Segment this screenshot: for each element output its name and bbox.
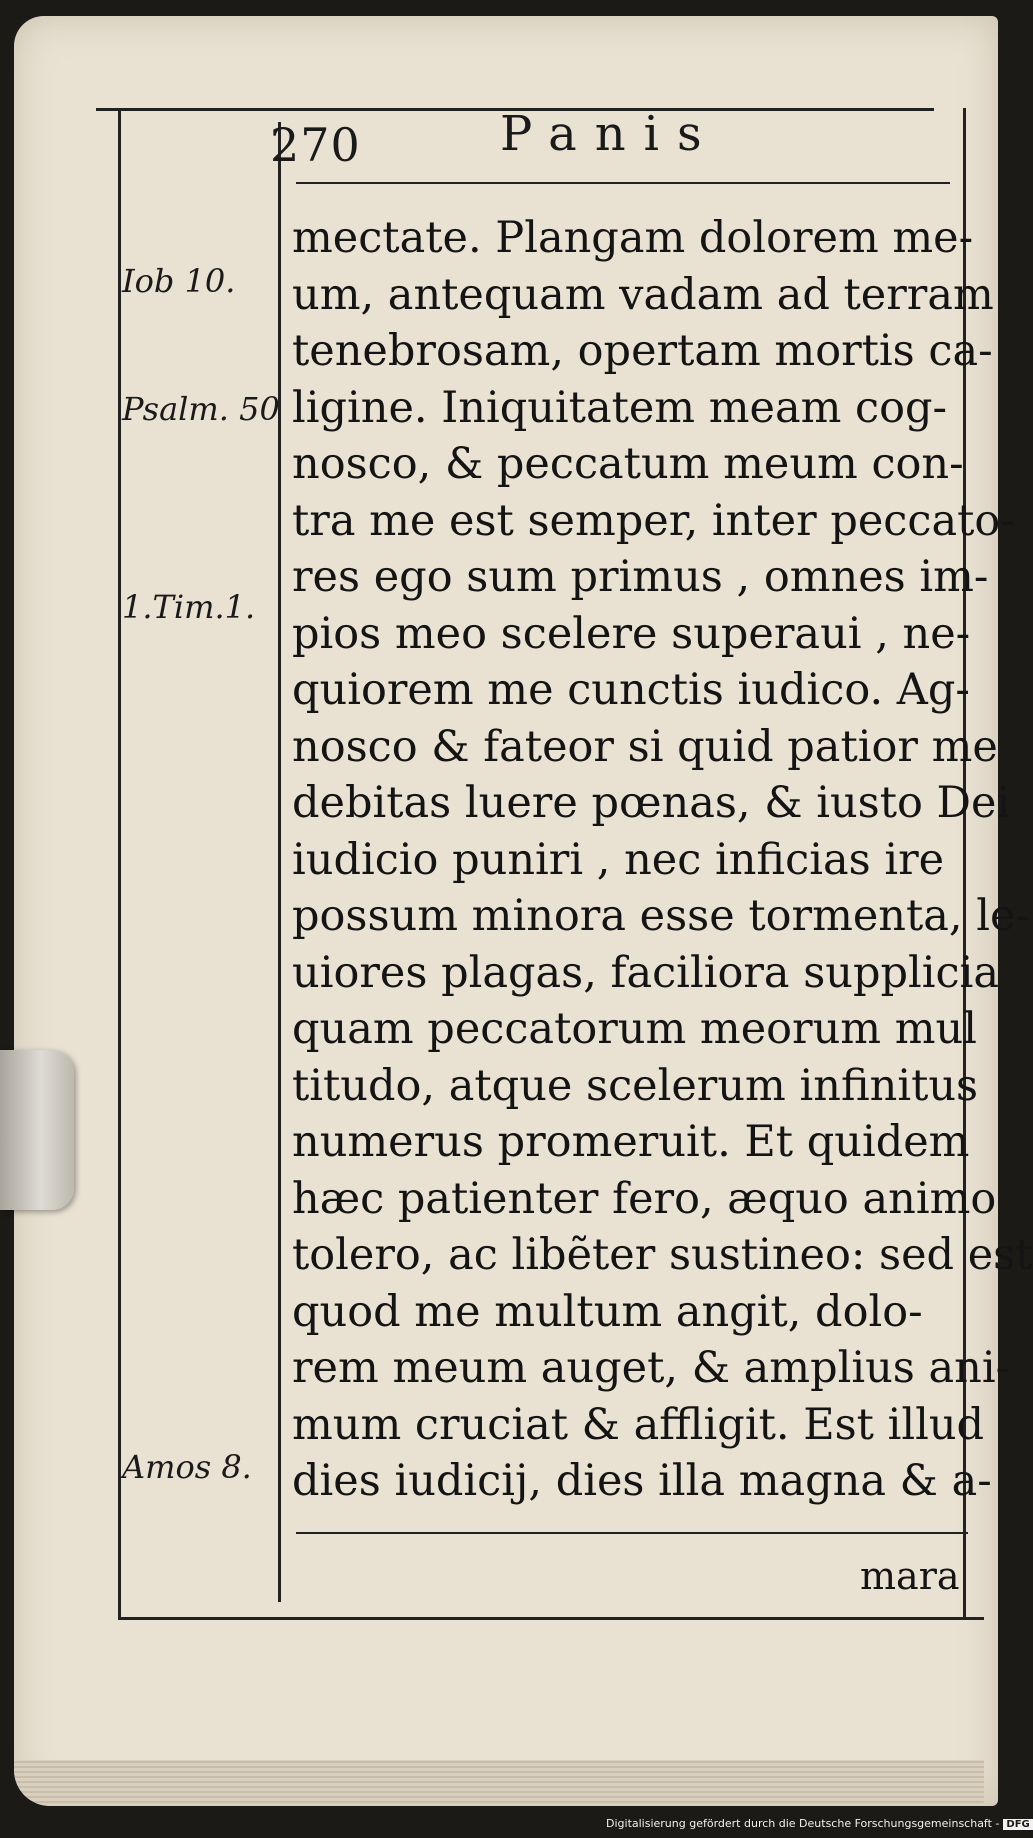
text-line: dies iudicij, dies illa magna & a- — [292, 1456, 992, 1506]
text-line: um, antequam vadam ad terram — [292, 269, 994, 320]
marginal-note-psalm: Psalm. 50 — [122, 390, 280, 428]
text-line: tra me est semper, inter peccato- — [292, 495, 1015, 546]
text-line: res ego sum primus , omnes im- — [292, 552, 989, 602]
text-line: nosco, & peccatum meum con- — [292, 439, 964, 489]
page-clip — [0, 1050, 74, 1210]
footer-rule — [296, 1532, 968, 1534]
text-line: rem meum auget, & amplius ani- — [292, 1343, 1011, 1393]
text-line: ligine. Iniquitatem meam cog- — [292, 382, 948, 433]
text-line: hæc patienter fero, æquo animo — [292, 1173, 997, 1224]
text-line: tolero, ac libẽter sustineo: sed est — [292, 1230, 1033, 1280]
text-line: pios meo scelere superaui , ne- — [292, 608, 971, 659]
page-number: 270 — [270, 118, 361, 172]
text-line: uiores plagas, faciliora supplicia — [292, 947, 999, 998]
text-line: titudo, atque scelerum infinitus — [292, 1060, 979, 1111]
text-line: mum cruciat & affligit. Est illud — [292, 1399, 985, 1450]
text-line: nosco & fateor si quid patior me — [292, 721, 998, 772]
text-line: mectate. Plangam dolorem me- — [292, 213, 974, 263]
digitization-credit — [606, 1817, 1033, 1830]
body-text — [292, 210, 1033, 1510]
text-line: debitas luere pœnas, & iusto Dei — [292, 778, 1011, 828]
frame-rule-left — [118, 108, 121, 1620]
running-head: Panis — [500, 106, 720, 162]
text-line: quiorem me cunctis iudico. Ag- — [292, 665, 970, 715]
text-line: numerus promeruit. Et quidem — [292, 1117, 970, 1167]
marginal-note-timothy: 1.Tim.1. — [122, 588, 256, 626]
catchword: mara — [860, 1554, 960, 1598]
text-line: tenebrosam, opertam mortis ca- — [292, 326, 993, 376]
marginal-note-job: Iob 10. — [122, 262, 236, 300]
text-line: possum minora esse tormenta, le- — [292, 891, 1030, 941]
credit-text: Digitalisierung gefördert durch die Deutsche Forschungsgemeinschaft - — [606, 1817, 1000, 1830]
text-line: iudicio puniri , nec inficias ire — [292, 834, 945, 885]
text-line: quod me multum angit, dolo- — [292, 1286, 923, 1337]
margin-column-rule — [278, 122, 281, 1602]
header-rule — [296, 182, 950, 184]
marginal-note-amos: Amos 8. — [122, 1448, 252, 1486]
page-block-edges — [14, 1760, 984, 1806]
dfg-logo: DFG — [1003, 1819, 1032, 1830]
frame-rule-bottom — [118, 1617, 984, 1620]
text-line: quam peccatorum meorum mul — [292, 1004, 977, 1054]
